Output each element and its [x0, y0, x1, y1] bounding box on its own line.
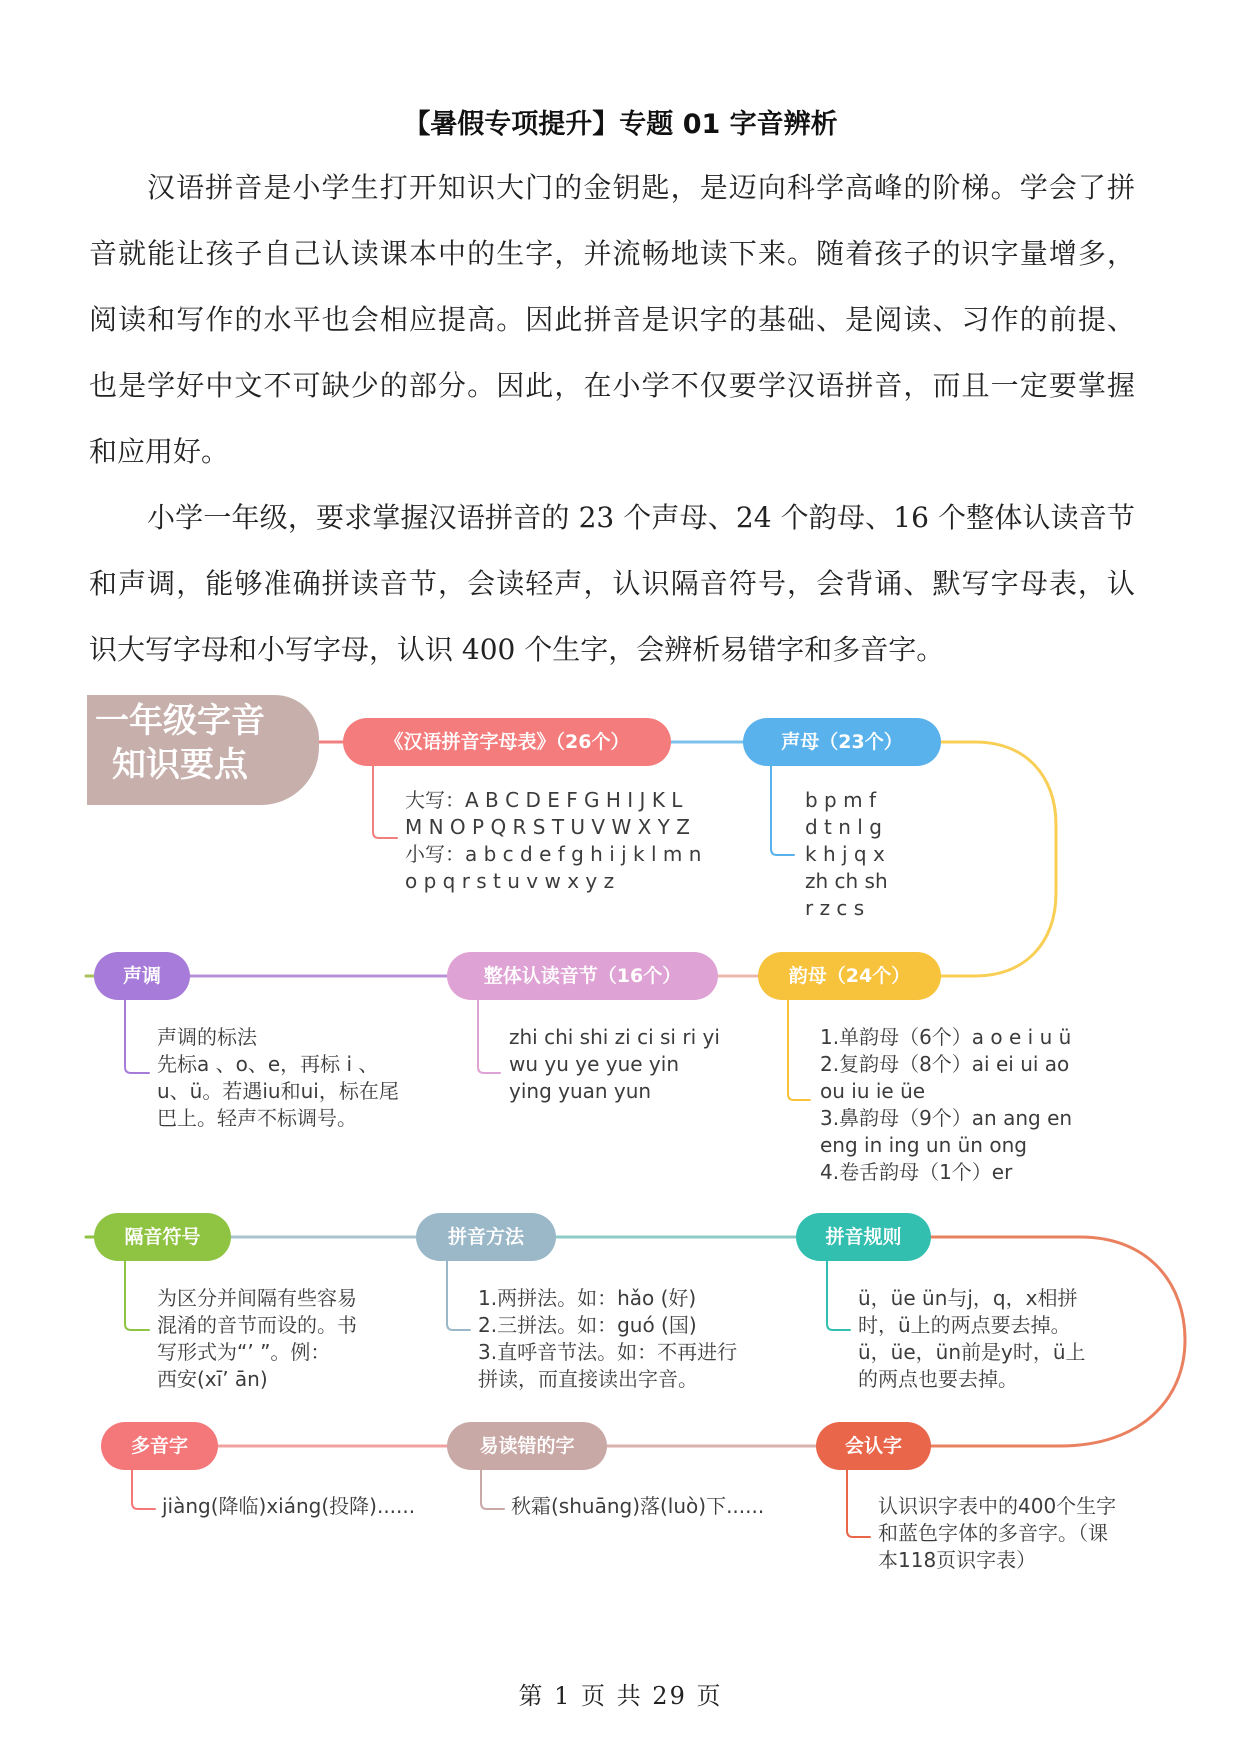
bracket-misread — [481, 1470, 504, 1509]
detail-line: wu yu ye yue yin — [509, 1052, 679, 1076]
page-indicator: 第 1 页 共 29 页 — [518, 1682, 723, 1710]
detail-line: ü，üe，ün前是y时，ü上 — [858, 1340, 1086, 1364]
node-polyphonic-chars-pill: 多音字 — [101, 1422, 218, 1470]
detail-line: 写形式为“’ ”。例： — [157, 1340, 331, 1364]
detail-line: zh ch sh — [805, 869, 888, 893]
node-recognize-chars-details — [878, 1493, 1116, 1574]
paragraph — [89, 485, 1135, 683]
paragraph-line: 音就能让孩子自己认读课本中的生字，并流畅地读下来。随着孩子的识字量增多， — [89, 237, 1135, 270]
detail-line: r z c s — [805, 896, 865, 920]
detail-line: 1.两拼法。如：hǎo (好) — [478, 1286, 697, 1310]
detail-line: 巴上。轻声不标调号。 — [157, 1106, 357, 1130]
node-finals-details — [820, 1024, 1072, 1186]
node-spelling-rules-details — [858, 1285, 1086, 1393]
bracket-rules — [827, 1261, 850, 1330]
node-alphabet-details — [405, 787, 701, 895]
bracket-separator — [125, 1261, 149, 1330]
node-alphabet-pill: 《汉语拼音字母表》（26个） — [343, 718, 671, 766]
detail-line: jiàng(降临)xiáng(投降)...... — [162, 1494, 416, 1518]
root-title-line: 一年级字音 — [95, 701, 265, 741]
paragraph-line: 识大写字母和小写字母，认识 400 个生字，会辨析易错字和多音字。 — [89, 633, 945, 666]
bracket-recognize — [847, 1470, 870, 1537]
node-finals-pill: 韵母（24个） — [758, 952, 941, 1000]
detail-line: 3.直呼音节法。如：不再进行 — [478, 1340, 738, 1364]
detail-line: u、ü。若遇iu和ui，标在尾 — [157, 1079, 399, 1103]
node-recognize-chars-pill: 会认字 — [816, 1422, 931, 1470]
mindmap-root — [87, 695, 319, 805]
node-whole-syllables-details — [509, 1024, 720, 1105]
detail-line: b p m f — [805, 788, 876, 812]
detail-line: 认识识字表中的400个生字 — [878, 1494, 1117, 1518]
detail-line: 1.单韵母（6个）a o e i u ü — [820, 1025, 1072, 1049]
detail-line: 3.鼻韵母（9个）an ang en — [820, 1106, 1073, 1130]
node-spelling-method-details — [478, 1285, 737, 1393]
node-whole-syllables-pill: 整体认读音节（16个） — [447, 952, 718, 1000]
paragraph-line: 和应用好。 — [89, 435, 230, 468]
bracket-polyphonic — [132, 1470, 155, 1509]
intro-text — [89, 155, 1135, 683]
detail-line: 时，ü上的两点要去掉。 — [858, 1313, 1071, 1337]
node-syllable-separator-details — [157, 1285, 357, 1393]
detail-line: 拼读，而直接读出字音。 — [478, 1367, 698, 1391]
node-spelling-method-pill: 拼音方法 — [416, 1213, 556, 1261]
detail-line: eng in ing un ün ong — [820, 1133, 1027, 1157]
detail-line: 先标a 、o、e，再标 i 、 — [157, 1052, 379, 1076]
detail-line: 声调的标法 — [157, 1025, 257, 1049]
detail-line: 4.卷舌韵母（1个）er — [820, 1160, 1013, 1184]
detail-line: k h j q x — [805, 842, 885, 866]
detail-line: ying yuan yun — [509, 1079, 652, 1103]
bracket-finals — [788, 1000, 810, 1100]
detail-line: 小写：a b c d e f g h i j k l m n — [405, 842, 702, 866]
node-misread-chars-pill: 易读错的字 — [447, 1422, 607, 1470]
detail-line: ü，üe ün与j，q，x相拼 — [858, 1286, 1078, 1310]
paragraph-line: 汉语拼音是小学生打开知识大门的金钥匙，是迈向科学高峰的阶梯。学会了拼 — [147, 171, 1135, 204]
node-tones-pill: 声调 — [94, 952, 190, 1000]
paragraph — [89, 155, 1135, 485]
detail-line: 2.三拼法。如：guó (国) — [478, 1313, 697, 1337]
detail-line: o p q r s t u v w x y z — [405, 869, 615, 893]
detail-line: 西安(xī’ ān) — [157, 1367, 268, 1391]
detail-line: ou iu ie üe — [820, 1079, 926, 1103]
detail-line: 混淆的音节而设的。书 — [157, 1313, 357, 1337]
bracket-tones — [125, 1000, 149, 1073]
detail-line: M N O P Q R S T U V W X Y Z — [405, 815, 690, 839]
paragraph-line: 也是学好中文不可缺少的部分。因此，在小学不仅要学汉语拼音，而且一定要掌握 — [89, 369, 1135, 402]
connector-initials-to-finals-curve — [941, 742, 1056, 976]
node-initials-details — [805, 787, 888, 922]
detail-line: 2.复韵母（8个）ai ei ui ao — [820, 1052, 1070, 1076]
root-title-line: 知识要点 — [112, 745, 248, 785]
document-title: 【暑假专项提升】专题 01 字音辨析 — [403, 109, 838, 140]
detail-line: 本118页识字表） — [878, 1548, 1037, 1572]
node-spelling-rules-pill: 拼音规则 — [796, 1213, 931, 1261]
bracket-method — [447, 1261, 470, 1330]
node-initials-pill: 声母（23个） — [743, 718, 941, 766]
node-misread-chars-details — [511, 1493, 764, 1520]
paragraph-line: 阅读和写作的水平也会相应提高。因此拼音是识字的基础、是阅读、习作的前提、 — [89, 303, 1135, 336]
bracket-alphabet — [373, 766, 397, 838]
detail-line: zhi chi shi zi ci si ri yi — [509, 1025, 720, 1049]
detail-line: 和蓝色字体的多音字。（课 — [878, 1521, 1108, 1545]
detail-line: 秋霜(shuāng)落(luò)下...... — [511, 1494, 765, 1518]
paragraph-line: 小学一年级，要求掌握汉语拼音的 23 个声母、24 个韵母、16 个整体认读音节 — [147, 501, 1135, 534]
detail-line: 为区分并间隔有些容易 — [157, 1286, 357, 1310]
bracket-initials — [771, 766, 794, 855]
detail-line: 的两点也要去掉。 — [858, 1367, 1018, 1391]
detail-line: d t n l g — [805, 815, 882, 839]
node-tones-details — [157, 1024, 399, 1132]
node-syllable-separator-pill: 隔音符号 — [94, 1213, 231, 1261]
detail-line: 大写：A B C D E F G H I J K L — [405, 788, 683, 812]
paragraph-line: 和声调，能够准确拼读音节，会读轻声，认识隔音符号，会背诵、默写字母表，认 — [89, 567, 1135, 600]
node-polyphonic-chars-details — [162, 1493, 415, 1520]
bracket-whole-syllables — [478, 1000, 500, 1073]
